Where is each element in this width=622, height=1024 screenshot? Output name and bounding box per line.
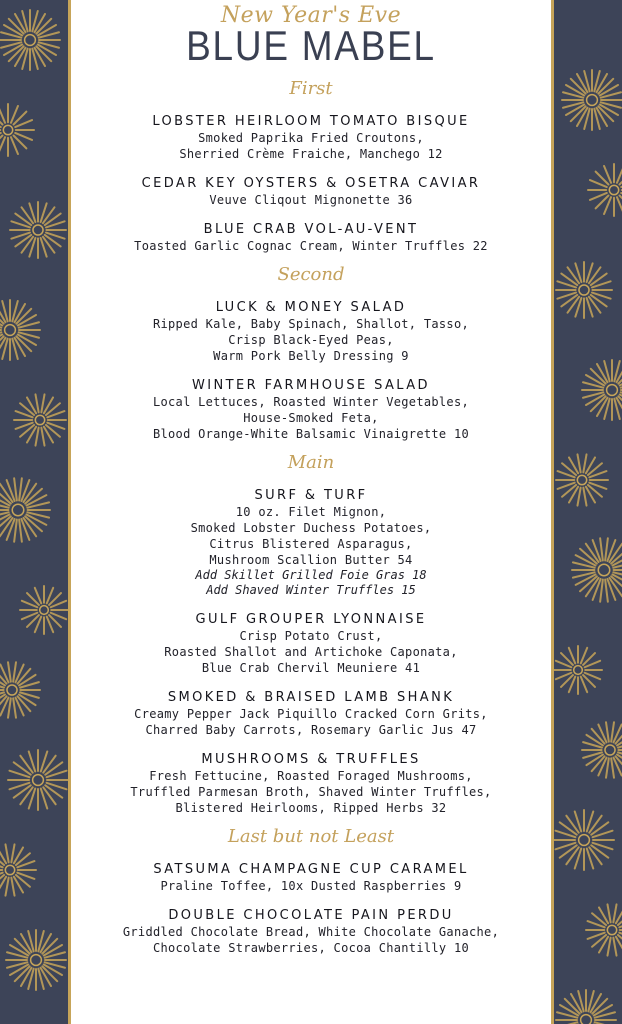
firework-icon	[554, 810, 614, 870]
firework-icon	[0, 300, 40, 360]
event-title: New Year's Eve	[220, 3, 402, 28]
menu-item-name: BLUE CRAB VOL-AU-VENT	[203, 222, 419, 237]
firework-icon	[0, 104, 34, 156]
menu-item-description: Smoked Paprika Fried Croutons, Sherried Crème Fraiche, Manchego 12	[179, 131, 443, 161]
firework-pattern-left	[0, 0, 68, 1024]
firework-icon	[0, 844, 36, 895]
restaurant-name: BLUE MABEL	[186, 22, 436, 69]
menu-item-name: MUSHROOMS & TRUFFLES	[201, 752, 421, 767]
menu-item-description: Creamy Pepper Jack Piquillo Cracked Corn Grits, Charred Baby Carrots, Rosemary Garlic Jus 47	[134, 707, 488, 737]
menu-section	[71, 826, 551, 956]
firework-icon	[20, 586, 68, 634]
menu-item	[71, 222, 551, 254]
firework-icon	[554, 646, 602, 694]
menu-item-name: SMOKED & BRAISED LAMB SHANK	[167, 690, 455, 705]
firework-icon	[572, 538, 622, 602]
firework-icon	[6, 930, 66, 990]
menu-item	[71, 752, 551, 816]
menu-item-name: DOUBLE CHOCOLATE PAIN PERDU	[168, 908, 454, 923]
menu-item-name: CEDAR KEY OYSTERS & OSETRA CAVIAR	[141, 176, 481, 191]
menu-item-description: Griddled Chocolate Bread, White Chocolate Ganache, Chocolate Strawberries, Cocoa Chantilly 10	[122, 925, 500, 955]
menu-item-description: Fresh Fettucine, Roasted Foraged Mushrooms, Truffled Parmesan Broth, Shaved Winter Truffles, Blistered Heirlooms, Ripped Herbs 32	[130, 769, 492, 815]
right-firework-border	[554, 0, 622, 1024]
section-title: First	[289, 78, 333, 99]
menu-item-name: WINTER FARMHOUSE SALAD	[192, 378, 430, 393]
menu-item-name: LUCK & MONEY SALAD	[215, 300, 407, 315]
menu-item-description: Veuve Cliqout Mignonette 36	[209, 193, 413, 207]
firework-icon	[586, 904, 622, 955]
menu-item	[71, 908, 551, 956]
firework-icon	[562, 70, 622, 130]
menu-item	[71, 612, 551, 676]
section-title: Main	[287, 452, 335, 473]
firework-pattern-right	[554, 0, 622, 1024]
firework-icon	[0, 478, 50, 542]
menu-item-name: LOBSTER HEIRLOOM TOMATO BISQUE	[152, 114, 470, 129]
firework-icon	[588, 164, 622, 216]
menu-sections	[71, 78, 551, 956]
firework-icon	[556, 262, 612, 318]
menu-item-addon: Add Shaved Winter Truffles 15	[206, 583, 416, 597]
menu-item-description: Crisp Potato Crust, Roasted Shallot and Artichoke Caponata, Blue Crab Chervil Meuniere 41	[164, 629, 458, 675]
menu-item	[71, 862, 551, 894]
firework-icon	[10, 202, 66, 258]
menu-section	[71, 78, 551, 254]
firework-icon	[556, 990, 616, 1024]
menu-item-name: SATSUMA CHAMPAGNE CUP CARAMEL	[153, 862, 469, 877]
menu-item	[71, 300, 551, 364]
menu-item-name: GULF GROUPER LYONNAISE	[195, 612, 427, 627]
menu-item-description: Praline Toffee, 10x Dusted Raspberries 9	[160, 879, 462, 893]
menu-item	[71, 114, 551, 162]
menu-item-description: Local Lettuces, Roasted Winter Vegetables, House-Smoked Feta, Blood Orange-White Balsamic Vinaigrette 10	[152, 395, 470, 441]
menu-panel	[68, 0, 554, 1024]
firework-icon	[0, 662, 40, 717]
left-firework-border	[0, 0, 68, 1024]
menu-item	[71, 176, 551, 208]
section-title: Second	[277, 264, 345, 285]
menu-item-description: 10 oz. Filet Mignon, Smoked Lobster Duchess Potatoes, Citrus Blistered Asparagus, Mushroom Scallion Butter 54	[190, 505, 432, 567]
firework-icon	[14, 394, 66, 445]
menu-item	[71, 488, 551, 598]
menu-section	[71, 452, 551, 816]
menu-section	[71, 264, 551, 442]
menu-item-name: SURF & TURF	[254, 488, 368, 503]
menu-item	[71, 378, 551, 442]
firework-icon	[8, 750, 68, 810]
firework-icon	[582, 360, 622, 420]
menu-item-description: Toasted Garlic Cognac Cream, Winter Truffles 22	[134, 239, 488, 253]
menu-item-addon: Add Skillet Grilled Foie Gras 18	[195, 568, 427, 582]
firework-icon	[582, 722, 622, 777]
menu-item	[71, 690, 551, 738]
menu-item-description: Ripped Kale, Baby Spinach, Shallot, Tasso, Crisp Black-Eyed Peas, Warm Pork Belly Dressing 9	[152, 317, 470, 363]
section-title: Last but not Least	[227, 826, 395, 847]
firework-icon	[556, 454, 608, 505]
firework-icon	[0, 10, 60, 70]
